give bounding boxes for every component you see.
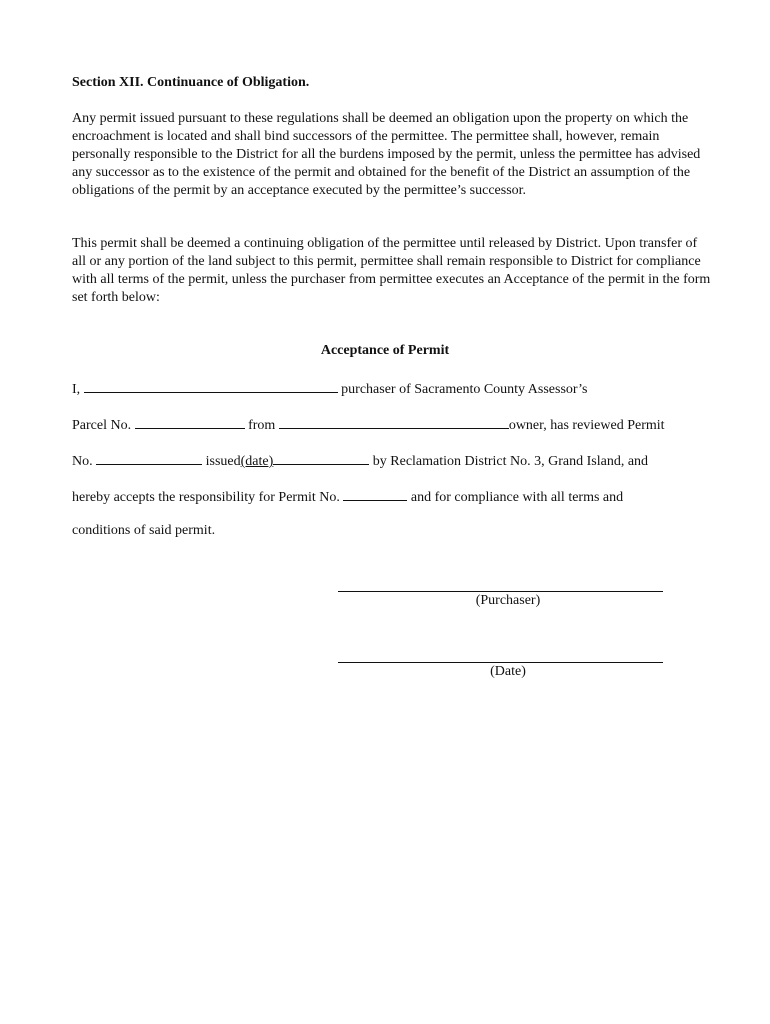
- purchaser-label: (Purchaser): [475, 593, 541, 608]
- line3-end-text: by Reclamation District No. 3, Grand Island, and: [372, 454, 649, 469]
- line2-mid-text: from: [248, 418, 276, 433]
- acceptance-line-1: [72, 378, 587, 399]
- permit-number-blank[interactable]: [96, 450, 202, 465]
- date-label: (Date): [490, 664, 526, 679]
- acceptance-line-3: [72, 450, 648, 471]
- parcel-number-blank[interactable]: [135, 414, 245, 429]
- line1-start-text: I,: [72, 382, 81, 397]
- line4-start-text: hereby accepts the responsibility for Permit No.: [72, 490, 340, 505]
- acceptance-line-4: [72, 486, 623, 507]
- owner-name-blank[interactable]: [279, 414, 509, 429]
- accepted-permit-number-blank[interactable]: [343, 486, 407, 501]
- issue-date-blank[interactable]: [273, 450, 369, 465]
- line3-start-text: No.: [72, 454, 93, 469]
- date-signature-line[interactable]: [338, 662, 663, 663]
- purchaser-name-blank[interactable]: [84, 378, 338, 393]
- acceptance-title: Acceptance of Permit: [320, 343, 450, 358]
- date-placeholder: (date): [240, 454, 274, 469]
- line2-start-text: Parcel No.: [72, 418, 132, 433]
- acceptance-line-2: [72, 414, 665, 435]
- line2-end-text: owner, has reviewed Permit: [508, 418, 665, 433]
- purchaser-signature-line[interactable]: [338, 591, 663, 592]
- line4-end-text: and for compliance with all terms and: [410, 490, 624, 505]
- line1-end-text: purchaser of Sacramento County Assessor’s: [341, 382, 588, 397]
- acceptance-line-5: conditions of said permit.: [72, 523, 216, 538]
- line3-mid-text: issued: [205, 454, 241, 469]
- paragraph-continuing-obligation: This permit shall be deemed a continuing obligation of the permittee until released by District. Upon transfer of all or any portion of the land subject to this permit, permittee shall remain responsible to District for compliance with all terms of the permit, unless the purchaser from permittee executes an Acceptance of the permit in the form set forth below:: [72, 236, 711, 305]
- paragraph-obligation: Any permit issued pursuant to these regulations shall be deemed an obligation upon the property on which the encroachment is located and shall bind successors of the permittee. The permittee shall, however, remain personally responsible to the District for all the burdens imposed by the permit, unless the permittee has advised any successor as to the existence of the permit and obtained for the benefit of the District an assumption of the obligations of the permit by an acceptance executed by the permittee’s successor.: [72, 111, 701, 198]
- section-heading: Section XII. Continuance of Obligation.: [72, 75, 310, 90]
